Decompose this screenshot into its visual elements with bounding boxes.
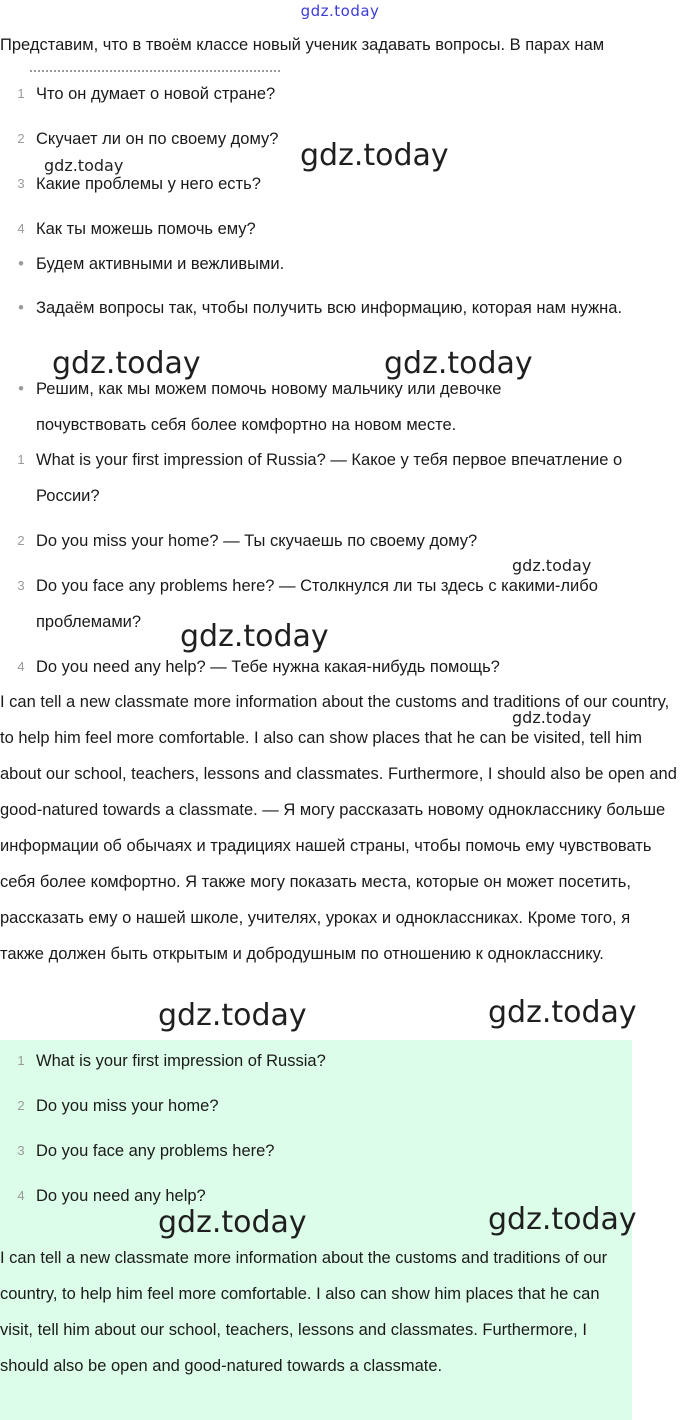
watermark: gdz.today bbox=[158, 998, 307, 1033]
watermark: gdz.today bbox=[44, 156, 124, 175]
list-item: 1 What is your first impression of Russia? — Какое у тебя первое впечатление о России? bbox=[0, 442, 680, 514]
watermark: gdz.today bbox=[180, 619, 329, 654]
list-item: 4 Do you need any help? — Тебе нужна какая-нибудь помощь? bbox=[0, 649, 680, 685]
list-item: 4 Как ты можешь помочь ему? bbox=[0, 211, 680, 247]
bullet-icon: • bbox=[18, 299, 24, 317]
watermark: gdz.today bbox=[384, 346, 533, 381]
watermark: gdz.today bbox=[52, 346, 201, 381]
list-item: 1 Что он думает о новой стране? bbox=[0, 76, 680, 112]
watermark: gdz.today bbox=[512, 708, 592, 727]
list-item: 2 Do you miss your home? — Ты скучаешь по своему дому? bbox=[0, 523, 680, 559]
list-number: 1 bbox=[17, 86, 25, 101]
list-number: 4 bbox=[17, 221, 25, 236]
list-item: 1 What is your first impression of Russia? bbox=[0, 1043, 680, 1079]
bullet-icon: • bbox=[18, 255, 24, 273]
list-item: 2 Скучает ли он по своему дому? bbox=[0, 121, 680, 157]
list-number: 2 bbox=[17, 131, 25, 146]
answer-paragraph: I can tell a new classmate more information about the customs and traditions of our country, to help him feel more comfortable. I also can show places that he can be visited, tell him about our school, teachers, lessons and classmates. Furthermore, I should also be open and good-natured towards a classmate. — Я могу рассказать новому однокласснику больше информации об обычаях и традициях нашей страны, чтобы помочь ему чувствовать себя более комфортно. Я также могу показать места, которые он может посетить, рассказать ему о нашей школе, учителях, уроках и одноклассниках. Кроме того, я также должен быть открытым и добродушным по отношению к однокласснику. bbox=[0, 693, 677, 963]
tip-item: • Будем активными и вежливыми. bbox=[0, 246, 680, 282]
list-number: 4 bbox=[17, 1188, 25, 1203]
tip-item: • Задаём вопросы так, чтобы получить всю информацию, которая нам нужна. bbox=[0, 290, 680, 326]
list-item: 3 Do you face any problems here? bbox=[0, 1133, 680, 1169]
watermark: gdz.today bbox=[512, 556, 592, 575]
list-number: 3 bbox=[17, 578, 25, 593]
list-number: 4 bbox=[17, 659, 25, 674]
tip-item: • Решим, как мы можем помочь новому мальчику или девочке почувствовать себя более комфортно на новом месте. bbox=[0, 371, 680, 443]
list-number: 1 bbox=[17, 1053, 25, 1068]
list-item: 4 Do you need any help? bbox=[0, 1178, 680, 1214]
watermark: gdz.today bbox=[488, 1202, 637, 1237]
list-item: 3 Do you face any problems here? — Столкнулся ли ты здесь с какими-либо проблемами? bbox=[0, 568, 680, 640]
watermark: gdz.today bbox=[488, 995, 637, 1030]
final-answer-paragraph: I can tell a new classmate more information about the customs and traditions of our country, to help him feel more comfortable. I also can show him places that he can visit, tell him about our school, teachers, lessons and classmates. Furthermore, I should also be open and good-natured towards a classmate. bbox=[0, 1249, 608, 1375]
header-watermark: gdz.today bbox=[300, 2, 380, 20]
list-item: 3 Какие проблемы у него есть? bbox=[0, 166, 680, 202]
list-number: 2 bbox=[17, 1098, 25, 1113]
intro-text: Представим, что в твоём классе новый ученик задавать вопросы. В парах нам bbox=[0, 36, 605, 54]
watermark: gdz.today bbox=[300, 138, 449, 173]
list-number: 1 bbox=[17, 452, 25, 467]
watermark: gdz.today bbox=[158, 1205, 307, 1240]
list-number: 2 bbox=[17, 533, 25, 548]
list-number: 3 bbox=[17, 176, 25, 191]
list-item: 2 Do you miss your home? bbox=[0, 1088, 680, 1124]
list-number: 3 bbox=[17, 1143, 25, 1158]
bullet-icon: • bbox=[18, 380, 24, 398]
